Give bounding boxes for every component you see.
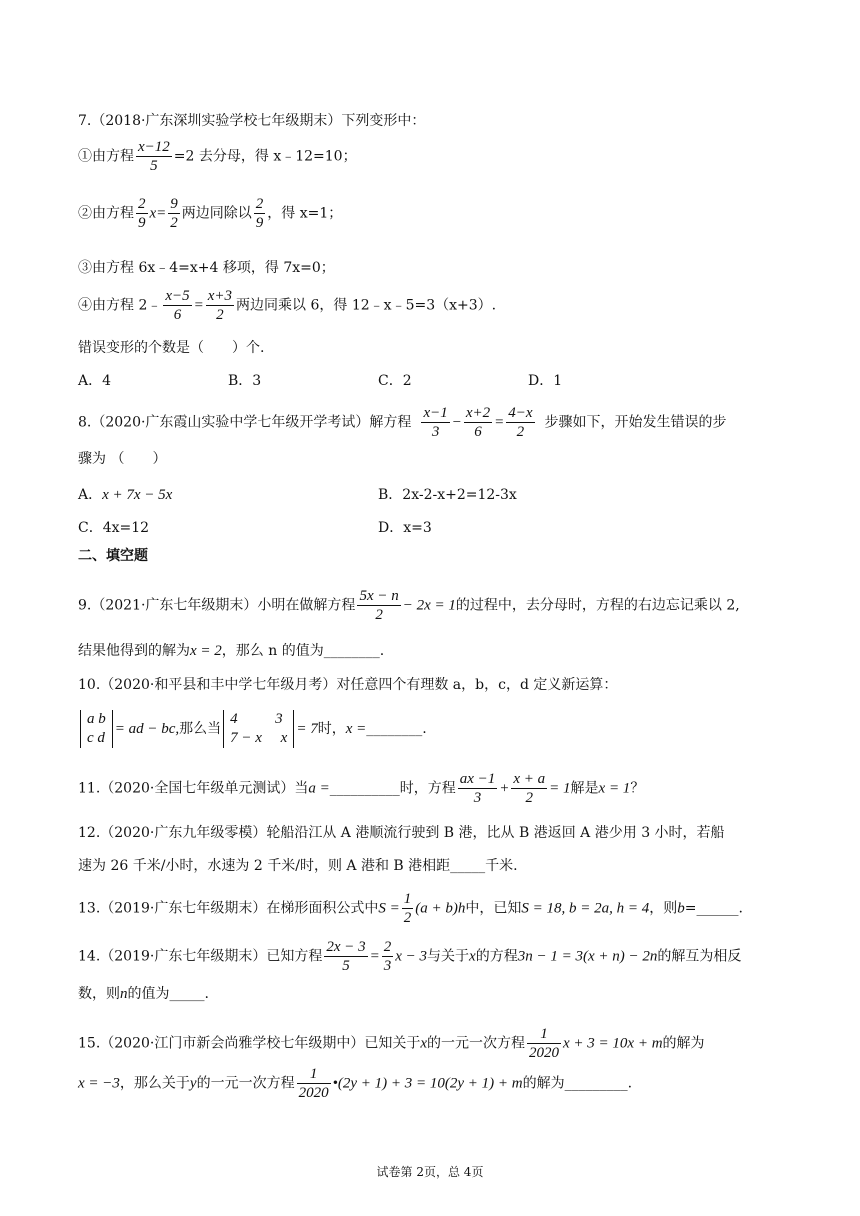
- q15-frac1-num: 1: [527, 1025, 561, 1044]
- q15-frac1-den: 2020: [529, 1045, 560, 1061]
- q8-option-b: B．2x-2-x+2=12-3x: [378, 487, 517, 503]
- q14-mid2: 的方程: [475, 948, 518, 965]
- q7-s2-prefix: ②由方程: [78, 205, 134, 222]
- q7-s1-suffix: =2 去分母，得 x﹣12=10；: [173, 148, 357, 165]
- q14-prefix: 14.（2019·广东七年级期末）已知方程: [78, 948, 323, 965]
- q11-frac1-num: ax −1: [459, 771, 496, 787]
- q9-stem-continued: [78, 641, 384, 661]
- q9-cont-math: x = 2: [190, 643, 222, 659]
- q14-frac2: [382, 938, 394, 975]
- q11-a-math: a =: [308, 780, 330, 797]
- q11-prefix: 11.（2020·全国七年级单元测试）当: [78, 780, 309, 797]
- q10-determinant-1: [80, 710, 113, 748]
- q15-suffix: 的解为: [662, 1035, 705, 1052]
- q10-blank: ________.: [366, 721, 427, 737]
- q8-option-d: D．x=3: [378, 520, 432, 536]
- q14-mid: 与关于: [427, 948, 470, 965]
- q13-blank: =______.: [684, 900, 743, 917]
- q10-stem: 10.（2020·和平县和丰中学七年级月考）对任意四个有理数 a，b，c，d 定义新运算：: [78, 677, 618, 693]
- q7-option-d: D．1: [528, 373, 563, 389]
- q8-stem-continued: 骤为 （ ）: [78, 451, 167, 467]
- q7-s4-suffix: 两边同乘以 6，得 12﹣x﹣5=3（x+3）.: [236, 297, 497, 314]
- q14-frac1: [324, 938, 367, 975]
- q7-s2-frac2-den: 2: [170, 215, 178, 231]
- q10-def-math: = ad − bc,: [114, 721, 180, 737]
- q11-frac2-den: 2: [525, 790, 534, 806]
- q15-frac2-num: 1: [297, 1065, 331, 1084]
- q14-frac2-num: 2: [383, 939, 392, 955]
- q14-frac1-num: 2x − 3: [326, 939, 366, 955]
- q13-frac-num: 1: [403, 891, 412, 907]
- q8-suffix: 步骤如下，开始发生错误的步: [544, 414, 727, 431]
- q7-stem: 7.（2018·广东深圳实验学校七年级期末）下列变形中：: [78, 113, 426, 129]
- q9-frac-num: 5x − n: [359, 588, 399, 604]
- q15-frac2: [297, 1065, 331, 1102]
- q7-s2-mid1: x=: [149, 205, 167, 222]
- q7-s4-frac1: [163, 287, 191, 324]
- q7-s4-frac2-den: 2: [216, 307, 224, 323]
- q14-stem-continued: [78, 984, 209, 1004]
- q15-mid: 的一元一次方程: [427, 1035, 526, 1052]
- q15-x: x: [420, 1035, 428, 1052]
- q8-stem: [78, 404, 727, 441]
- q8-frac1: [421, 404, 449, 441]
- q9-cont-suffix: ，那么 n 的值为________.: [221, 643, 385, 659]
- q12-line-2: 速为 26 千米/小时，水速为 2 千米/时，则 A 港和 B 港相距_____千米.: [78, 858, 518, 874]
- q15-cont-suffix: 的解为_________.: [522, 1075, 633, 1092]
- q8-frac2-num: x+2: [465, 405, 491, 421]
- q14-eq: =: [369, 948, 380, 965]
- q15-eq1: x + 3 = 10x + m: [563, 1035, 663, 1052]
- q8-frac3-den: 2: [516, 424, 525, 440]
- q9-math: − 2x = 1: [402, 597, 456, 614]
- q10-det2-row2: 7 − x x: [230, 730, 288, 746]
- page-footer: 试卷第 2页，总 4页: [376, 1165, 484, 1179]
- q14-n: n: [120, 986, 128, 1002]
- q15-frac2-den: 2020: [298, 1085, 329, 1101]
- q7-statement-3: ③由方程 6x﹣4=x+4 移项，得 7x=0；: [78, 260, 335, 276]
- q8-option-a-label: A．: [78, 487, 103, 503]
- q9-prefix: 9.（2021·广东七年级期末）小明在做解方程: [78, 597, 356, 614]
- q7-s1-prefix: ①由方程: [78, 148, 134, 165]
- q13-mid: 中，已知: [465, 900, 522, 917]
- q14-eq2: 3n − 1 = 3(x + n) − 2n: [517, 948, 658, 965]
- q11-frac2-num: x + a: [513, 771, 546, 787]
- q9-stem: [78, 587, 740, 624]
- q11-post: 解是: [570, 780, 599, 797]
- q7-s4-frac1-num: x−5: [165, 288, 190, 304]
- q7-s2-frac3: [254, 195, 266, 232]
- q8-frac2-den: 6: [474, 424, 482, 440]
- q14-suffix: 的解互为相反: [657, 948, 742, 965]
- q7-statement-1: [78, 138, 357, 175]
- q13-stem: [78, 890, 743, 927]
- q10-definition: [78, 710, 427, 748]
- q7-s2-frac3-num: 2: [255, 196, 264, 212]
- q13-prefix: 13.（2019·广东七年级期末）在梯形面积公式中: [78, 900, 379, 917]
- q9-cont-prefix: 结果他得到的解为: [78, 643, 190, 659]
- q14-cont-suffix: 的值为_____.: [127, 986, 209, 1002]
- q15-cont-mid2: 的一元一次方程: [196, 1075, 295, 1092]
- q15-cont-math: x = −3: [78, 1075, 120, 1092]
- q10-det2-row1: 4 3: [230, 711, 283, 727]
- q13-fraction: [402, 890, 414, 927]
- q15-y: y: [189, 1075, 197, 1092]
- q7-s2-mid2: 两边同除以: [181, 205, 252, 222]
- q13-frac-den: 2: [403, 910, 412, 926]
- q7-s4-frac2-num: x+3: [207, 288, 233, 304]
- q7-option-c: C．2: [378, 373, 412, 389]
- q13-formula: (a + b)h: [415, 900, 466, 917]
- q11-frac1: [458, 770, 498, 807]
- q9-suffix: 的过程中，去分母时，方程的右边忘记乘以 2,: [455, 597, 740, 614]
- q8-eq: =: [494, 414, 505, 431]
- q11-x-math: x = 1: [598, 780, 631, 797]
- q8-option-c: C．4x=12: [78, 520, 150, 536]
- q7-s1-num: x−12: [138, 139, 170, 155]
- q9-fraction: [357, 587, 400, 624]
- q7-s1-fraction: [136, 138, 172, 175]
- q11-question-mark: ？: [630, 780, 645, 797]
- q8-frac3: [506, 404, 534, 441]
- q8-option-a: [78, 485, 172, 505]
- q11-blank: __________: [329, 780, 400, 797]
- q10-eq-math: = 7: [296, 721, 318, 737]
- q8-option-a-math: x + 7x − 5x: [102, 487, 173, 503]
- q10-mid-text: 那么当: [179, 721, 222, 737]
- q7-s2-frac1-num: 2: [138, 196, 146, 212]
- q7-s4-frac2: [206, 287, 234, 324]
- q7-option-b: B．3: [228, 373, 262, 389]
- q7-s2-frac2-num: 9: [170, 196, 178, 212]
- q7-s2-frac2: [168, 195, 180, 232]
- q14-cont-prefix: 数，则: [78, 986, 120, 1002]
- q14-frac1-den: 5: [342, 958, 350, 974]
- q11-stem: [78, 770, 644, 807]
- q7-s1-den: 5: [150, 158, 158, 174]
- q10-determinant-2: [223, 710, 294, 748]
- q13-post: ，则: [649, 900, 678, 917]
- q8-frac1-num: x−1: [423, 405, 448, 421]
- q14-stem: [78, 938, 741, 975]
- q7-s2-frac3-den: 9: [255, 215, 264, 231]
- q7-s2-frac1: [136, 195, 148, 232]
- q7-s2-frac1-den: 9: [138, 215, 146, 231]
- q15-frac1: [527, 1025, 561, 1062]
- q11-eq: = 1: [549, 780, 571, 797]
- q15-stem-continued: [78, 1065, 632, 1102]
- q15-prefix: 15.（2020·江门市新会尚雅学校七年级期中）已知关于: [78, 1035, 421, 1052]
- q8-frac3-num: 4−x: [508, 405, 533, 421]
- q15-cont-mid: ，那么关于: [119, 1075, 190, 1092]
- q8-frac1-den: 3: [431, 424, 440, 440]
- q7-s4-frac1-den: 6: [173, 307, 182, 323]
- q7-question: 错误变形的个数是（ ）个.: [78, 340, 265, 356]
- q14-x: x: [469, 948, 476, 965]
- q7-statement-2: [78, 195, 342, 232]
- q7-s2-suffix: ，得 x=1；: [267, 205, 343, 222]
- q14-rest: x − 3: [395, 948, 428, 965]
- q10-post-text: 时，: [317, 721, 346, 737]
- q10-det1-row2: c d: [87, 730, 105, 746]
- q8-minus: −: [451, 414, 462, 431]
- q13-s-math: S =: [378, 900, 400, 917]
- q11-plus: +: [499, 780, 510, 797]
- q13-b: b: [677, 900, 685, 917]
- q14-frac2-den: 3: [383, 958, 392, 974]
- q8-prefix: 8.（2020·广东霞山实验中学七年级开学考试）解方程: [78, 414, 412, 431]
- q15-eq2: •(2y + 1) + 3 = 10(2y + 1) + m: [332, 1075, 523, 1092]
- q7-option-a: A．4: [78, 373, 112, 389]
- q9-frac-den: 2: [375, 607, 383, 623]
- q11-frac2: [511, 770, 547, 807]
- q13-given: S = 18, b = 2a, h = 4: [521, 900, 650, 917]
- section-heading: 二、填空题: [78, 548, 148, 564]
- q15-stem: [78, 1025, 705, 1062]
- q7-statement-4: [78, 287, 496, 324]
- q11-mid: 时，方程: [399, 780, 456, 797]
- q8-frac2: [464, 404, 492, 441]
- q11-frac1-den: 3: [473, 790, 482, 806]
- q7-s4-eq: =: [193, 297, 204, 314]
- q12-line-1: 12.（2020·广东九年级零模）轮船沿江从 A 港顺流行驶到 B 港，比从 B 港返回 A 港少用 3 小时，若船: [78, 825, 725, 841]
- q7-s4-prefix: ④由方程 2﹣: [78, 297, 162, 314]
- q10-det1-row1: a b: [87, 711, 106, 727]
- q10-x-math: x =: [345, 721, 367, 737]
